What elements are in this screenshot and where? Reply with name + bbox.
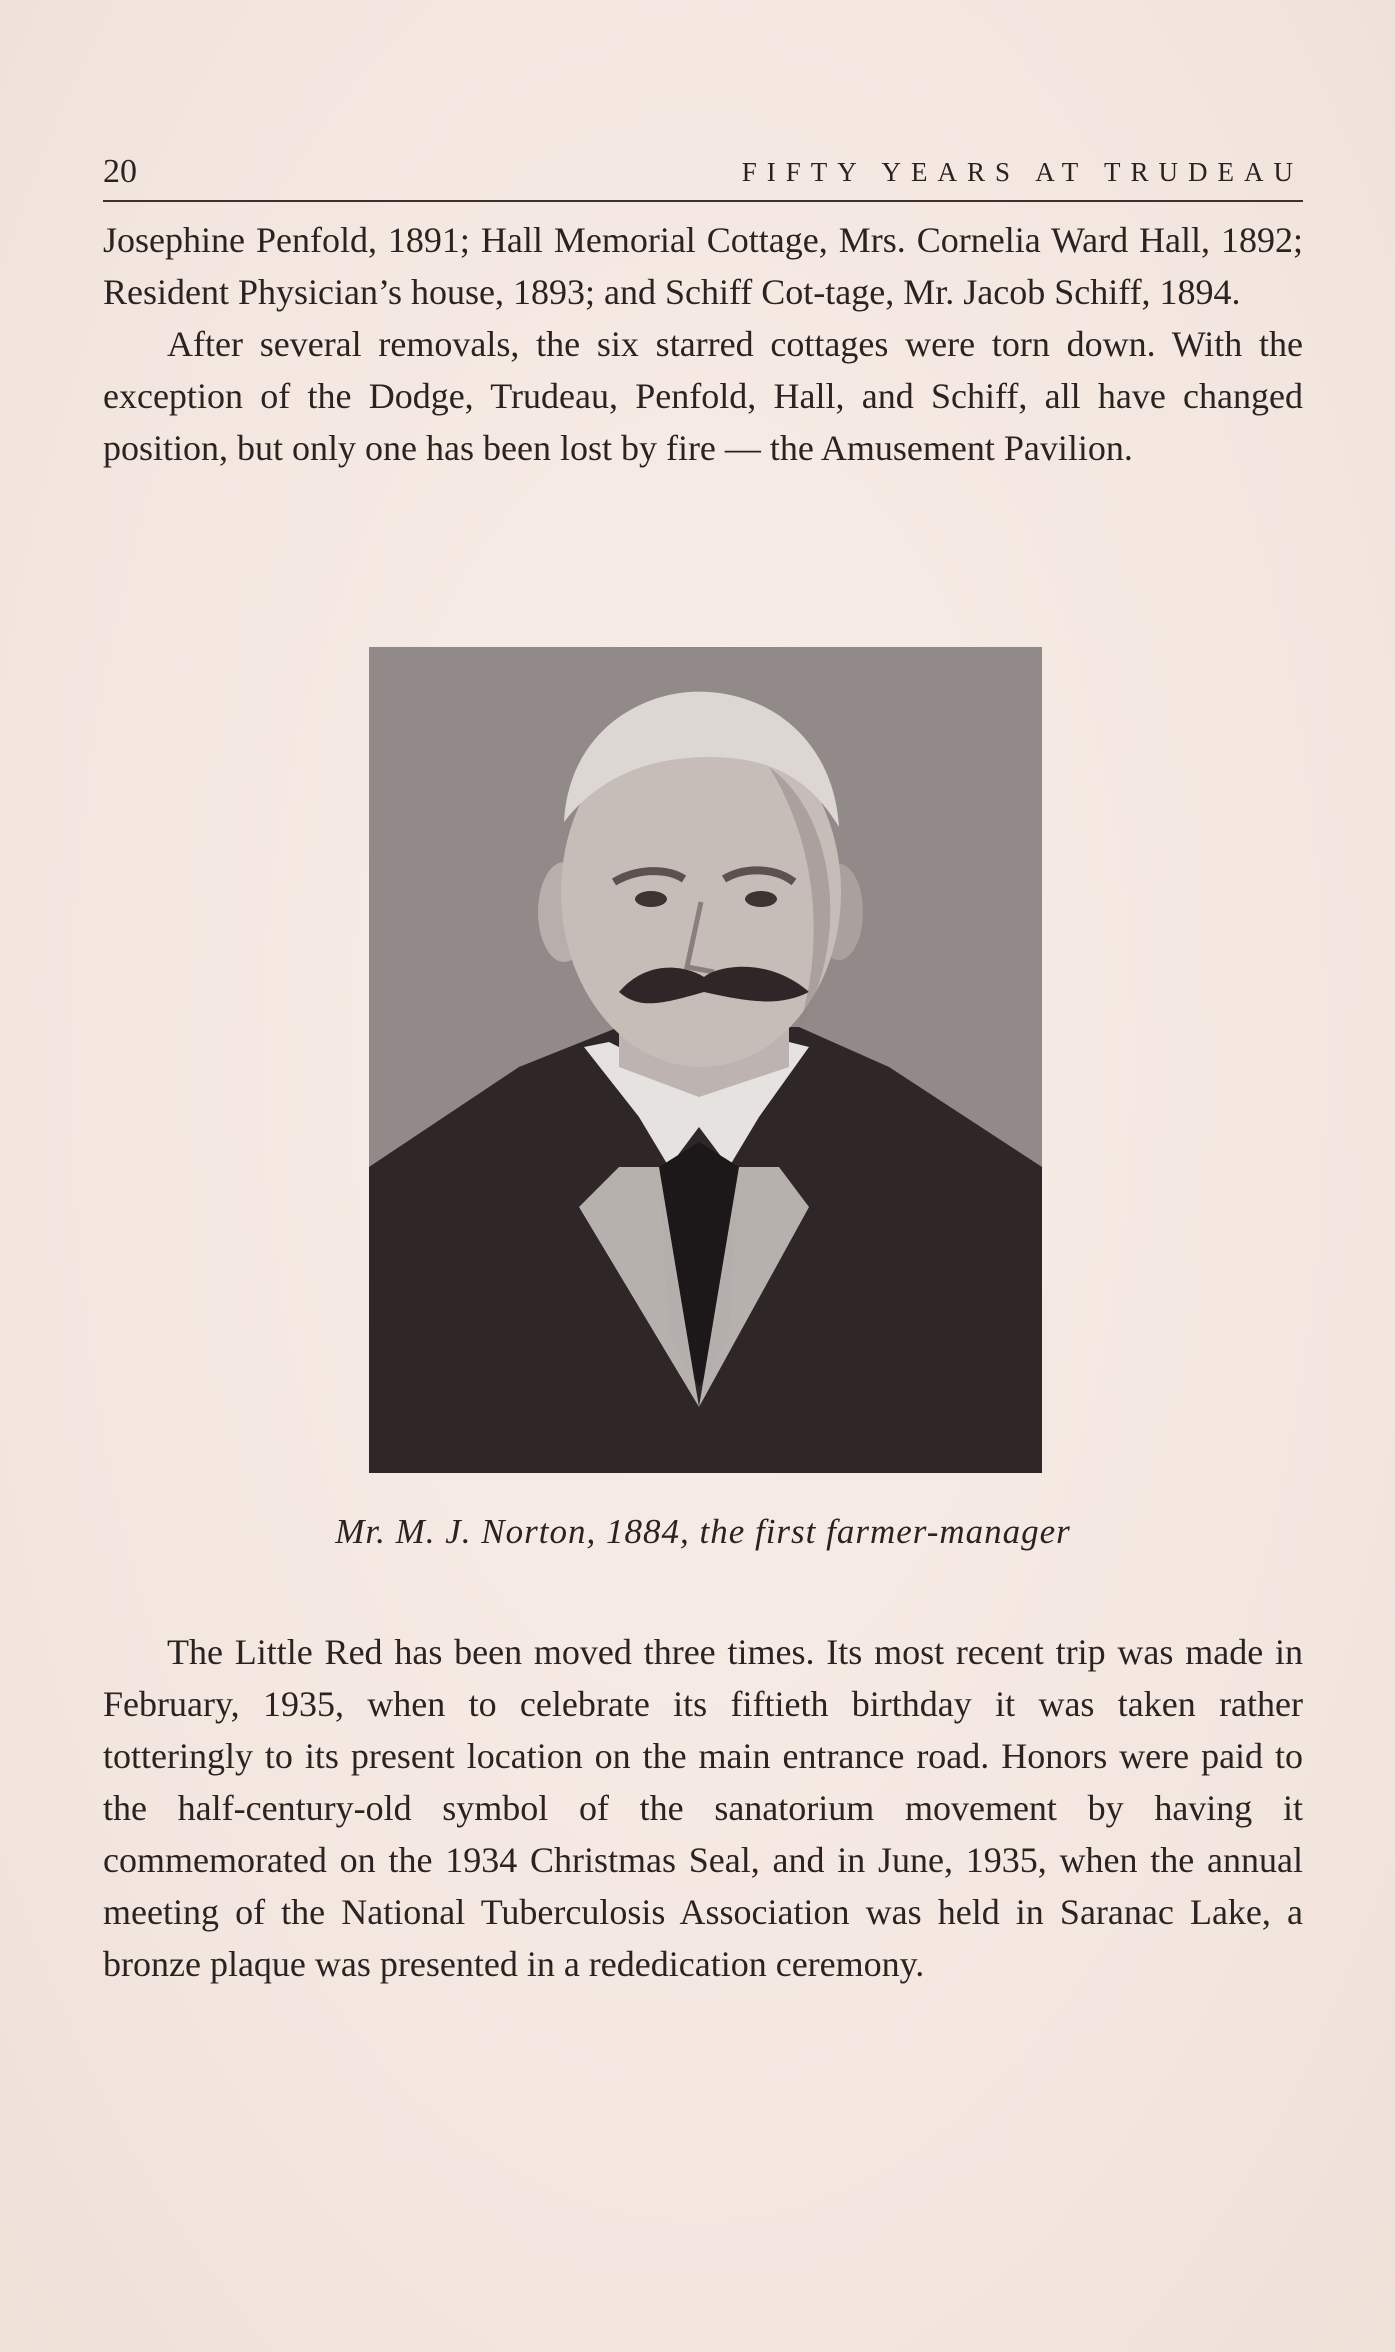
left-eye: [635, 891, 667, 907]
photo-caption: Mr. M. J. Norton, 1884, the first farmer-manager: [335, 1512, 1071, 1551]
portrait-illustration: [369, 647, 1042, 1473]
paragraph-little-red: The Little Red has been moved three times. Its most recent trip was made in February, 1935, when to celebrate its fiftieth birthday it was taken rather totteringly to its present location on the main entrance road. Honors were paid to the half-century-old symbol of the sanatorium movement by having it commemorated on the 1934 Christmas Seal, and in June, 1935, when the annual meeting of the National Tuberculosis Association was held in Saranac Lake, a bronze plaque was presented in a rededication ceremony.: [103, 1632, 1303, 1984]
bottom-text-block: [103, 1626, 1303, 1990]
paragraph-removals: After several removals, the six starred cottages were torn down. With the exception of the Dodge, Trudeau, Penfold, Hall, and Schiff, all have changed position, but only one has been lost by fire — the Amusement Pavilion.: [103, 324, 1303, 468]
top-text-block: [103, 214, 1303, 474]
paragraph-continued: Josephine Penfold, 1891; Hall Memorial Cottage, Mrs. Cornelia Ward Hall, 1892; Resident Physician’s house, 1893; and Schiff Cot-tage, Mr. Jacob Schiff, 1894.: [103, 220, 1303, 312]
running-head: [103, 150, 1303, 202]
page-number: 20: [103, 153, 137, 190]
portrait-photograph: [369, 647, 1042, 1473]
running-title: FIFTY YEARS AT TRUDEAU: [741, 157, 1303, 187]
right-eye: [745, 891, 777, 907]
